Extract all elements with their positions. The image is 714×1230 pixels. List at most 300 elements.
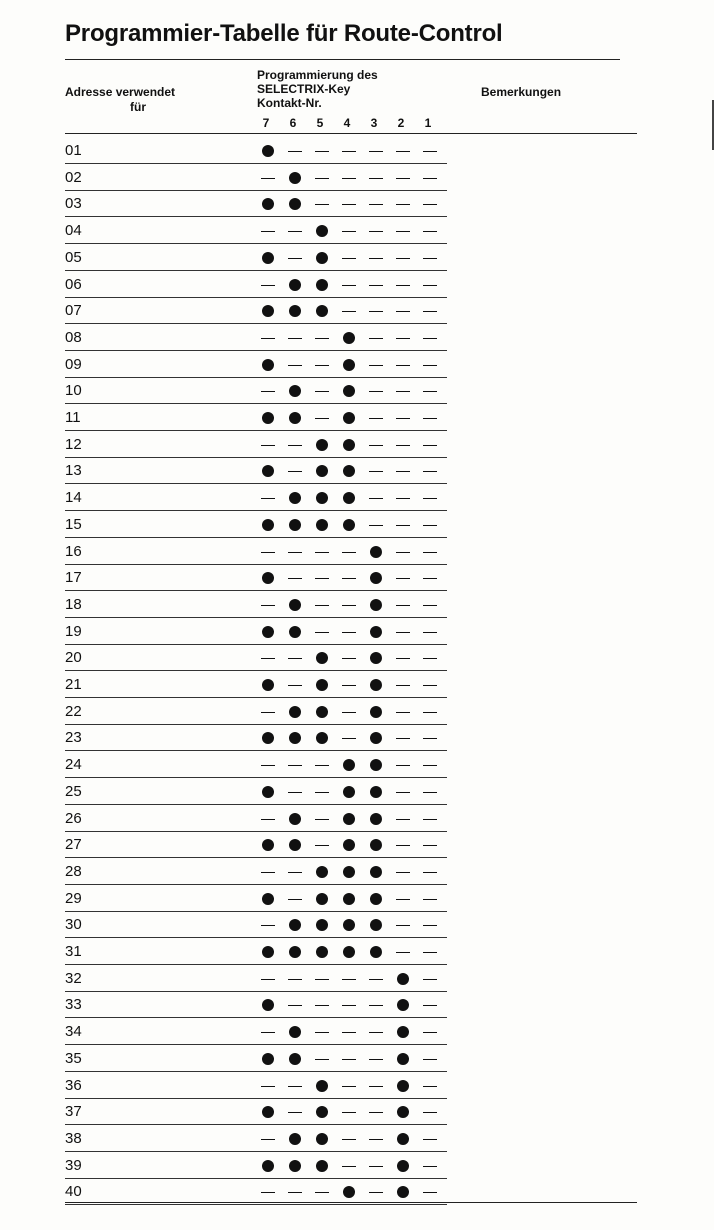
- dash-icon: [261, 178, 275, 179]
- contact-on-dot: [258, 358, 278, 372]
- dash-icon: [396, 765, 410, 766]
- contact-off-dash: [366, 411, 386, 425]
- table-row: [0, 673, 714, 700]
- contact-on-dot: [339, 785, 359, 799]
- dash-icon: [423, 285, 437, 286]
- contact-off-dash: [420, 331, 440, 345]
- dash-icon: [261, 872, 275, 873]
- contact-on-dot: [339, 438, 359, 452]
- contact-off-dash: [420, 571, 440, 585]
- dash-icon: [396, 285, 410, 286]
- contact-on-dot: [366, 678, 386, 692]
- table-row: [0, 433, 714, 460]
- row-rule: [65, 1124, 447, 1125]
- address-label: 08: [65, 328, 82, 346]
- contact-off-dash: [339, 197, 359, 211]
- row-rule: [65, 1178, 447, 1179]
- contact-off-dash: [366, 1025, 386, 1039]
- contact-off-dash: [420, 197, 440, 211]
- contact-off-dash: [339, 545, 359, 559]
- filled-dot-icon: [343, 893, 355, 905]
- contact-off-dash: [339, 705, 359, 719]
- filled-dot-icon: [289, 385, 301, 397]
- filled-dot-icon: [397, 973, 409, 985]
- row-rule: [65, 724, 447, 725]
- contact-on-dot: [339, 411, 359, 425]
- contact-on-dot: [312, 251, 332, 265]
- header-programming-line2: SELECTRIX-Key: [257, 82, 351, 96]
- contact-on-dot: [339, 918, 359, 932]
- contact-off-dash: [420, 812, 440, 826]
- contact-off-dash: [285, 1105, 305, 1119]
- contact-off-dash: [393, 678, 413, 692]
- filled-dot-icon: [370, 866, 382, 878]
- address-label: 38: [65, 1129, 82, 1147]
- address-label: 04: [65, 222, 82, 240]
- filled-dot-icon: [262, 252, 274, 264]
- contact-off-dash: [258, 972, 278, 986]
- dash-icon: [342, 178, 356, 179]
- contact-off-dash: [312, 571, 332, 585]
- dash-icon: [342, 552, 356, 553]
- row-rule: [65, 697, 447, 698]
- dash-icon: [423, 872, 437, 873]
- contact-off-dash: [420, 358, 440, 372]
- contact-off-dash: [258, 1025, 278, 1039]
- dash-icon: [369, 204, 383, 205]
- dash-icon: [369, 1192, 383, 1193]
- contact-on-dot: [258, 1052, 278, 1066]
- contact-on-dot: [258, 571, 278, 585]
- dash-icon: [261, 1086, 275, 1087]
- contact-off-dash: [312, 197, 332, 211]
- filled-dot-icon: [343, 919, 355, 931]
- contact-off-dash: [420, 1079, 440, 1093]
- contact-off-dash: [258, 331, 278, 345]
- dash-icon: [396, 899, 410, 900]
- table-row: [0, 940, 714, 967]
- dash-icon: [315, 151, 329, 152]
- filled-dot-icon: [289, 706, 301, 718]
- filled-dot-icon: [397, 1026, 409, 1038]
- dash-icon: [288, 552, 302, 553]
- filled-dot-icon: [262, 946, 274, 958]
- contact-off-dash: [285, 758, 305, 772]
- contact-off-dash: [285, 1079, 305, 1093]
- address-label: 28: [65, 862, 82, 880]
- dash-icon: [423, 899, 437, 900]
- table-row: [0, 219, 714, 246]
- table-row: [0, 139, 714, 166]
- address-label: 05: [65, 248, 82, 266]
- row-rule: [65, 617, 447, 618]
- contact-off-dash: [366, 1185, 386, 1199]
- contact-off-dash: [366, 1105, 386, 1119]
- dash-icon: [342, 712, 356, 713]
- contact-off-dash: [393, 384, 413, 398]
- table-row: [0, 1180, 714, 1207]
- contact-off-dash: [285, 892, 305, 906]
- contact-on-dot: [366, 705, 386, 719]
- table-row: [0, 192, 714, 219]
- contact-on-dot: [285, 625, 305, 639]
- contact-on-dot: [285, 945, 305, 959]
- contact-off-dash: [420, 865, 440, 879]
- contact-on-dot: [393, 1132, 413, 1146]
- contact-on-dot: [339, 812, 359, 826]
- contact-off-dash: [366, 304, 386, 318]
- dash-icon: [315, 418, 329, 419]
- contact-off-dash: [393, 598, 413, 612]
- dash-icon: [261, 765, 275, 766]
- contact-off-dash: [393, 571, 413, 585]
- dash-icon: [288, 231, 302, 232]
- row-rule: [65, 1044, 447, 1045]
- address-label: 17: [65, 569, 82, 587]
- address-label: 15: [65, 515, 82, 533]
- row-rule: [65, 216, 447, 217]
- contact-off-dash: [285, 144, 305, 158]
- dash-icon: [315, 765, 329, 766]
- dash-icon: [342, 204, 356, 205]
- table-row: [0, 1020, 714, 1047]
- contact-off-dash: [285, 331, 305, 345]
- row-rule: [65, 911, 447, 912]
- filled-dot-icon: [370, 759, 382, 771]
- dash-icon: [423, 979, 437, 980]
- contact-on-dot: [339, 518, 359, 532]
- contact-on-dot: [285, 1025, 305, 1039]
- row-rule: [65, 804, 447, 805]
- contact-off-dash: [393, 838, 413, 852]
- contact-off-dash: [420, 945, 440, 959]
- contact-off-dash: [285, 571, 305, 585]
- contact-on-dot: [312, 651, 332, 665]
- contact-off-dash: [393, 251, 413, 265]
- table-row: [0, 620, 714, 647]
- dash-icon: [315, 552, 329, 553]
- filled-dot-icon: [343, 519, 355, 531]
- filled-dot-icon: [343, 786, 355, 798]
- dash-icon: [315, 1032, 329, 1033]
- contact-on-dot: [339, 838, 359, 852]
- filled-dot-icon: [316, 1080, 328, 1092]
- contact-off-dash: [420, 545, 440, 559]
- address-label: 30: [65, 916, 82, 934]
- dash-icon: [288, 872, 302, 873]
- contact-on-dot: [339, 1185, 359, 1199]
- contact-on-dot: [366, 545, 386, 559]
- table-row: [0, 1100, 714, 1127]
- table-row: [0, 833, 714, 860]
- contact-off-dash: [339, 144, 359, 158]
- dash-icon: [315, 605, 329, 606]
- contact-off-dash: [258, 812, 278, 826]
- dash-icon: [396, 658, 410, 659]
- dash-icon: [369, 445, 383, 446]
- contact-off-dash: [258, 384, 278, 398]
- filled-dot-icon: [289, 813, 301, 825]
- contact-off-dash: [285, 251, 305, 265]
- dash-icon: [396, 685, 410, 686]
- contact-off-dash: [312, 785, 332, 799]
- table-row: [0, 273, 714, 300]
- filled-dot-icon: [343, 946, 355, 958]
- dash-icon: [369, 151, 383, 152]
- address-label: 23: [65, 729, 82, 747]
- dash-icon: [423, 685, 437, 686]
- dash-icon: [369, 311, 383, 312]
- contact-on-dot: [285, 384, 305, 398]
- contact-on-dot: [258, 144, 278, 158]
- contact-off-dash: [420, 731, 440, 745]
- contact-off-dash: [420, 518, 440, 532]
- contact-off-dash: [420, 785, 440, 799]
- address-label: 37: [65, 1103, 82, 1121]
- dash-icon: [423, 1005, 437, 1006]
- contact-off-dash: [366, 1132, 386, 1146]
- filled-dot-icon: [397, 1160, 409, 1172]
- dash-icon: [261, 1139, 275, 1140]
- contact-off-dash: [312, 1185, 332, 1199]
- table-row: [0, 166, 714, 193]
- address-label: 13: [65, 462, 82, 480]
- contact-on-dot: [366, 571, 386, 585]
- table-row: [0, 593, 714, 620]
- contact-on-dot: [393, 1159, 413, 1173]
- contact-on-dot: [339, 491, 359, 505]
- filled-dot-icon: [316, 519, 328, 531]
- contact-off-dash: [393, 785, 413, 799]
- filled-dot-icon: [316, 1106, 328, 1118]
- contact-number: 4: [343, 116, 351, 130]
- contact-off-dash: [393, 545, 413, 559]
- dash-icon: [261, 1192, 275, 1193]
- dash-icon: [315, 204, 329, 205]
- address-label: 02: [65, 168, 82, 186]
- contact-off-dash: [420, 464, 440, 478]
- filled-dot-icon: [370, 893, 382, 905]
- filled-dot-icon: [316, 706, 328, 718]
- contact-off-dash: [285, 651, 305, 665]
- contact-on-dot: [312, 224, 332, 238]
- dash-icon: [315, 178, 329, 179]
- contact-off-dash: [258, 651, 278, 665]
- contact-off-dash: [258, 438, 278, 452]
- contact-off-dash: [366, 972, 386, 986]
- filled-dot-icon: [289, 279, 301, 291]
- dash-icon: [396, 258, 410, 259]
- address-label: 07: [65, 302, 82, 320]
- dash-icon: [369, 1086, 383, 1087]
- contact-on-dot: [366, 785, 386, 799]
- filled-dot-icon: [262, 305, 274, 317]
- table-row: [0, 540, 714, 567]
- table-row: [0, 326, 714, 353]
- row-rule: [65, 483, 447, 484]
- row-rule: [65, 1017, 447, 1018]
- dash-icon: [369, 498, 383, 499]
- contact-off-dash: [393, 304, 413, 318]
- filled-dot-icon: [262, 999, 274, 1011]
- contact-on-dot: [258, 251, 278, 265]
- contact-on-dot: [366, 892, 386, 906]
- address-label: 09: [65, 355, 82, 373]
- row-rule: [65, 350, 447, 351]
- filled-dot-icon: [316, 946, 328, 958]
- table-row: [0, 1127, 714, 1154]
- dash-icon: [288, 658, 302, 659]
- contact-on-dot: [366, 918, 386, 932]
- filled-dot-icon: [370, 572, 382, 584]
- contact-on-dot: [285, 1052, 305, 1066]
- contact-on-dot: [258, 998, 278, 1012]
- table-row: [0, 299, 714, 326]
- contact-on-dot: [312, 678, 332, 692]
- dash-icon: [369, 285, 383, 286]
- dash-icon: [342, 285, 356, 286]
- contact-on-dot: [312, 1159, 332, 1173]
- contact-off-dash: [420, 1052, 440, 1066]
- contact-off-dash: [393, 224, 413, 238]
- contact-off-dash: [393, 651, 413, 665]
- contact-on-dot: [258, 411, 278, 425]
- dash-icon: [261, 391, 275, 392]
- filled-dot-icon: [262, 145, 274, 157]
- contact-off-dash: [339, 1159, 359, 1173]
- filled-dot-icon: [262, 412, 274, 424]
- address-label: 40: [65, 1183, 82, 1201]
- dash-icon: [288, 365, 302, 366]
- filled-dot-icon: [316, 225, 328, 237]
- dash-icon: [288, 338, 302, 339]
- contact-off-dash: [420, 384, 440, 398]
- address-label: 06: [65, 275, 82, 293]
- contact-on-dot: [339, 758, 359, 772]
- dash-icon: [423, 445, 437, 446]
- contact-off-dash: [393, 464, 413, 478]
- dash-icon: [423, 819, 437, 820]
- dash-icon: [315, 365, 329, 366]
- dash-icon: [423, 391, 437, 392]
- dash-icon: [396, 925, 410, 926]
- row-rule: [65, 457, 447, 458]
- contact-on-dot: [285, 812, 305, 826]
- contact-on-dot: [258, 625, 278, 639]
- dash-icon: [369, 1059, 383, 1060]
- row-rule: [65, 857, 447, 858]
- dash-icon: [423, 471, 437, 472]
- contact-on-dot: [366, 651, 386, 665]
- row-rule: [65, 323, 447, 324]
- header-address: Adresse verwendet: [65, 85, 176, 99]
- contact-off-dash: [312, 331, 332, 345]
- address-label: 11: [65, 409, 81, 426]
- contact-off-dash: [339, 972, 359, 986]
- contact-off-dash: [393, 758, 413, 772]
- contact-off-dash: [393, 171, 413, 185]
- contact-on-dot: [339, 945, 359, 959]
- dash-icon: [396, 204, 410, 205]
- filled-dot-icon: [316, 679, 328, 691]
- contact-on-dot: [258, 1105, 278, 1119]
- contact-on-dot: [339, 892, 359, 906]
- row-rule: [65, 937, 447, 938]
- dash-icon: [396, 578, 410, 579]
- dash-icon: [423, 1192, 437, 1193]
- dash-icon: [288, 685, 302, 686]
- contact-on-dot: [312, 491, 332, 505]
- contact-off-dash: [285, 998, 305, 1012]
- dash-icon: [288, 765, 302, 766]
- address-label: 31: [65, 943, 82, 960]
- contact-off-dash: [285, 464, 305, 478]
- address-label: 14: [65, 489, 82, 507]
- contact-on-dot: [285, 278, 305, 292]
- contact-on-dot: [366, 731, 386, 745]
- contact-off-dash: [339, 625, 359, 639]
- dash-icon: [369, 1139, 383, 1140]
- row-rule: [65, 644, 447, 645]
- contact-on-dot: [312, 918, 332, 932]
- dash-icon: [369, 1032, 383, 1033]
- contact-off-dash: [366, 438, 386, 452]
- contact-off-dash: [312, 998, 332, 1012]
- contact-off-dash: [420, 625, 440, 639]
- row-rule: [65, 270, 447, 271]
- contact-off-dash: [366, 464, 386, 478]
- filled-dot-icon: [316, 492, 328, 504]
- address-label: 29: [65, 889, 82, 907]
- table-row: [0, 406, 714, 433]
- contact-off-dash: [393, 812, 413, 826]
- filled-dot-icon: [289, 1026, 301, 1038]
- contact-off-dash: [339, 998, 359, 1012]
- dash-icon: [261, 819, 275, 820]
- dash-icon: [315, 632, 329, 633]
- dash-icon: [423, 792, 437, 793]
- contact-off-dash: [312, 545, 332, 559]
- row-rule: [65, 991, 447, 992]
- filled-dot-icon: [289, 732, 301, 744]
- filled-dot-icon: [262, 839, 274, 851]
- contact-off-dash: [312, 972, 332, 986]
- address-label: 26: [65, 809, 82, 827]
- contact-off-dash: [366, 518, 386, 532]
- contact-off-dash: [312, 812, 332, 826]
- contact-off-dash: [339, 571, 359, 585]
- contact-off-dash: [393, 865, 413, 879]
- filled-dot-icon: [262, 626, 274, 638]
- contact-on-dot: [393, 972, 413, 986]
- filled-dot-icon: [289, 492, 301, 504]
- contact-on-dot: [312, 865, 332, 879]
- contact-off-dash: [285, 358, 305, 372]
- contact-off-dash: [312, 411, 332, 425]
- row-rule: [65, 190, 447, 191]
- dash-icon: [315, 338, 329, 339]
- contact-off-dash: [312, 144, 332, 158]
- dash-icon: [396, 845, 410, 846]
- contact-on-dot: [258, 304, 278, 318]
- row-rule: [65, 1071, 447, 1072]
- contact-off-dash: [339, 1132, 359, 1146]
- table-row: [0, 887, 714, 914]
- contact-on-dot: [339, 331, 359, 345]
- dash-icon: [396, 525, 410, 526]
- dash-icon: [369, 979, 383, 980]
- contact-off-dash: [420, 224, 440, 238]
